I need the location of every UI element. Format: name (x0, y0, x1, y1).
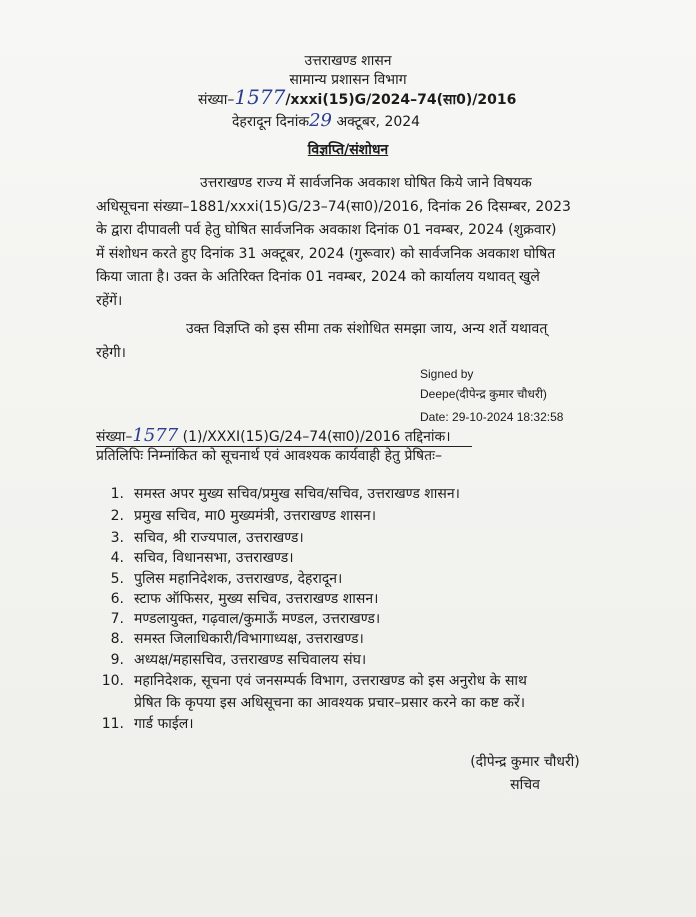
list-item-text-continued: प्रेषित कि कृपया इस अधिसूचना का आवश्यक प्रचार–प्रसार करने का कष्ट करें। (134, 695, 526, 711)
list-item-number: 6. (110, 591, 124, 607)
reference-prefix: संख्या– (198, 92, 235, 108)
para2-line: उक्त विज्ञप्ति को इस सीमा तक संशोधित समझा जाय, अन्य शर्ते यथावत् (186, 321, 548, 337)
body-paragraph-1 (96, 172, 608, 313)
para1-line: के द्वारा दीपावली पर्व हेतु घोषित सार्वजनिक अवकाश दिनांक 01 नवम्बर, 2024 (शुक्रवार) (96, 222, 557, 238)
reference-number (198, 85, 517, 109)
list-item-number: 5. (110, 571, 124, 587)
government-name: उत्तराखण्ड शासन (304, 53, 392, 69)
list-item-text: महानिदेशक, सूचना एवं जनसम्पर्क विभाग, उत्तराखण्ड को इस अनुरोध के साथ (134, 673, 527, 689)
digital-signature-name: Deepe(दीपेन्द्र कुमार चौधरी) (420, 387, 547, 401)
list-item-number: 10. (101, 673, 124, 689)
place-date-prefix: देहरादून दिनांक (232, 114, 310, 130)
date-handwritten: 29 (309, 110, 332, 131)
para1-line: अधिसूचना संख्या–1881/xxxi(15)G/23–74(सा0)/2016, दिनांक 26 दिसम्बर, 2023 (96, 198, 571, 215)
list-item-text: स्टाफ ऑफिसर, मुख्य सचिव, उत्तराखण्ड शासन। (134, 591, 379, 607)
list-item-number: 11. (101, 716, 124, 732)
list-item-text: अध्यक्ष/महासचिव, उत्तराखण्ड सचिवालय संघ। (134, 652, 367, 668)
para2-line: रहेगी। (96, 344, 126, 361)
digital-signature-label: Signed by (420, 367, 474, 381)
list-item-number: 2. (110, 508, 124, 524)
list-item-number: 8. (110, 631, 124, 647)
document-title: विज्ञप्ति/संशोधन (307, 142, 389, 158)
para1-line: रहेंगें। (96, 292, 123, 309)
list-item-text: मण्डलायुक्त, गढ़वाल/कुमाऊँ मण्डल, उत्तराखण्ड। (134, 611, 381, 627)
list-item-number: 3. (110, 530, 124, 546)
place-date (232, 112, 420, 131)
list-item-text: समस्त जिलाधिकारी/विभागाध्यक्ष, उत्तराखण्ड। (134, 631, 364, 647)
copy-reference-suffix: (1)/XXXI(15)G/24–74(सा0)/2016 तद्दिनांक। (182, 429, 451, 445)
list-item-text: सचिव, विधानसभा, उत्तराखण्ड। (134, 550, 294, 566)
list-item-text: प्रमुख सचिव, मा0 मुख्यमंत्री, उत्तराखण्ड शासन। (134, 508, 376, 524)
list-item-text: गार्ड फाईल। (134, 716, 194, 732)
list-item-text: सचिव, श्री राज्यपाल, उत्तराखण्ड। (134, 530, 304, 546)
para1-line: उत्तराखण्ड राज्य में सार्वजनिक अवकाश घोषित किये जाने विषयक (200, 175, 532, 191)
copy-intro: प्रतिलिपिः निम्नांकित को सूचनार्थ एवं आवश्यक कार्यवाही हेतु प्रेषितः– (96, 448, 442, 464)
date-suffix: अक्टूबर, 2024 (336, 114, 421, 130)
list-item-number: 1. (110, 486, 124, 502)
reference-handwritten: 1577 (234, 85, 286, 109)
department-name: सामान्य प्रशासन विभाग (289, 72, 407, 88)
list-item-number: 4. (110, 550, 124, 566)
signatory-designation: सचिव (510, 777, 540, 793)
signatory-name: (दीपेन्द्र कुमार चौधरी) (470, 754, 580, 770)
list-item-number: 7. (110, 611, 124, 627)
copy-reference-handwritten: 1577 (132, 425, 179, 446)
para1-line: में संशोधन करते हुए दिनांक 31 अक्टूबर, 2024 (गुरूवार) को सार्वजनिक अवकाश घोषित (96, 245, 556, 262)
copy-reference-prefix: संख्या– (96, 429, 133, 445)
body-paragraph-2 (96, 318, 608, 365)
para1-line: किया जाता है। उक्त के अतिरिक्त दिनांक 01 नवम्बर, 2024 को कार्यालय यथावत् खुले (96, 269, 540, 285)
list-item-number: 9. (110, 652, 124, 668)
digital-signature-date: Date: 29-10-2024 18:32:58 (420, 410, 564, 424)
list-item-text: पुलिस महानिदेशक, उत्तराखण्ड, देहरादून। (134, 571, 343, 587)
list-item (96, 670, 616, 716)
copy-reference (96, 427, 451, 446)
reference-suffix: /xxxi(15)G/2024–74(सा0)/2016 (285, 92, 517, 108)
list-item-text: समस्त अपर मुख्य सचिव/प्रमुख सचिव/सचिव, उत्तराखण्ड शासन। (134, 486, 460, 502)
